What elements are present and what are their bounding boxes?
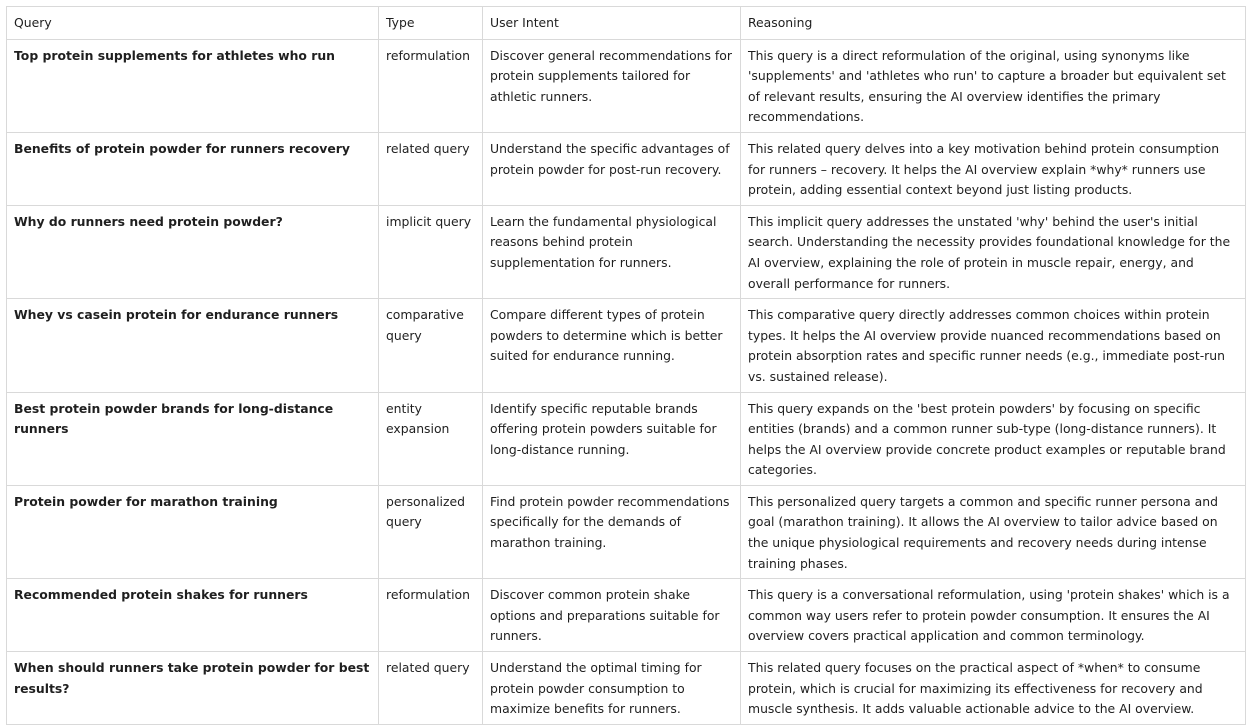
- table-row: [7, 132, 1246, 205]
- table-row: [7, 579, 1246, 652]
- type-cell: personalized query: [379, 485, 483, 578]
- header-type: Type: [379, 7, 483, 40]
- reasoning-cell: This query is a conversational reformulation, using 'protein shakes' which is a common way users refer to protein powder consumption. It ensures the AI overview covers practical application and common terminology.: [741, 579, 1246, 652]
- reasoning-cell: This query is a direct reformulation of the original, using synonyms like 'supplements' and 'athletes who run' to capture a broader but equivalent set of relevant results, ensuring the AI overview identifies the primary recommendations.: [741, 39, 1246, 132]
- table-header-row: [7, 7, 1246, 40]
- type-cell: reformulation: [379, 579, 483, 652]
- query-cell: Best protein powder brands for long-distance runners: [7, 392, 379, 485]
- intent-cell: Identify specific reputable brands offering protein powders suitable for long-distance running.: [483, 392, 741, 485]
- reasoning-cell: This related query focuses on the practical aspect of *when* to consume protein, which is crucial for maximizing its effectiveness for recovery and muscle synthesis. It adds valuable actionable advice to the AI overview.: [741, 652, 1246, 725]
- type-cell: comparative query: [379, 299, 483, 392]
- table-row: [7, 39, 1246, 132]
- reasoning-cell: This related query delves into a key motivation behind protein consumption for runners – recovery. It helps the AI overview explain *why* runners use protein, adding essential context beyond just listing products.: [741, 132, 1246, 205]
- intent-cell: Understand the optimal timing for protein powder consumption to maximize benefits for runners.: [483, 652, 741, 725]
- type-cell: entity expansion: [379, 392, 483, 485]
- query-cell: Protein powder for marathon training: [7, 485, 379, 578]
- reasoning-cell: This personalized query targets a common and specific runner persona and goal (marathon training). It allows the AI overview to tailor advice based on the unique physiological requirements and recovery needs during intense training phases.: [741, 485, 1246, 578]
- intent-cell: Find protein powder recommendations specifically for the demands of marathon training.: [483, 485, 741, 578]
- type-cell: related query: [379, 652, 483, 725]
- query-cell: Benefits of protein powder for runners recovery: [7, 132, 379, 205]
- query-cell: Whey vs casein protein for endurance runners: [7, 299, 379, 392]
- type-cell: related query: [379, 132, 483, 205]
- table-row: [7, 299, 1246, 392]
- table-row: [7, 205, 1246, 298]
- query-cell: Top protein supplements for athletes who run: [7, 39, 379, 132]
- intent-cell: Discover general recommendations for protein supplements tailored for athletic runners.: [483, 39, 741, 132]
- query-cell: When should runners take protein powder for best results?: [7, 652, 379, 725]
- type-cell: reformulation: [379, 39, 483, 132]
- table-row: [7, 485, 1246, 578]
- reasoning-cell: This comparative query directly addresses common choices within protein types. It helps the AI overview provide nuanced recommendations based on protein absorption rates and specific runner needs (e.g., immediate post-run vs. sustained release).: [741, 299, 1246, 392]
- query-table: [6, 6, 1246, 725]
- query-cell: Recommended protein shakes for runners: [7, 579, 379, 652]
- reasoning-cell: This query expands on the 'best protein powders' by focusing on specific entities (brands) and a common runner sub-type (long-distance runners). It helps the AI overview provide concrete product examples or reputable brand categories.: [741, 392, 1246, 485]
- header-query: Query: [7, 7, 379, 40]
- query-cell: Why do runners need protein powder?: [7, 205, 379, 298]
- table-row: [7, 392, 1246, 485]
- header-reasoning: Reasoning: [741, 7, 1246, 40]
- reasoning-cell: This implicit query addresses the unstated 'why' behind the user's initial search. Understanding the necessity provides foundational knowledge for the AI overview, explaining the role of protein in muscle repair, energy, and overall performance for runners.: [741, 205, 1246, 298]
- intent-cell: Compare different types of protein powders to determine which is better suited for endurance running.: [483, 299, 741, 392]
- intent-cell: Learn the fundamental physiological reasons behind protein supplementation for runners.: [483, 205, 741, 298]
- intent-cell: Understand the specific advantages of protein powder for post-run recovery.: [483, 132, 741, 205]
- header-user-intent: User Intent: [483, 7, 741, 40]
- table-row: [7, 652, 1246, 725]
- intent-cell: Discover common protein shake options and preparations suitable for runners.: [483, 579, 741, 652]
- type-cell: implicit query: [379, 205, 483, 298]
